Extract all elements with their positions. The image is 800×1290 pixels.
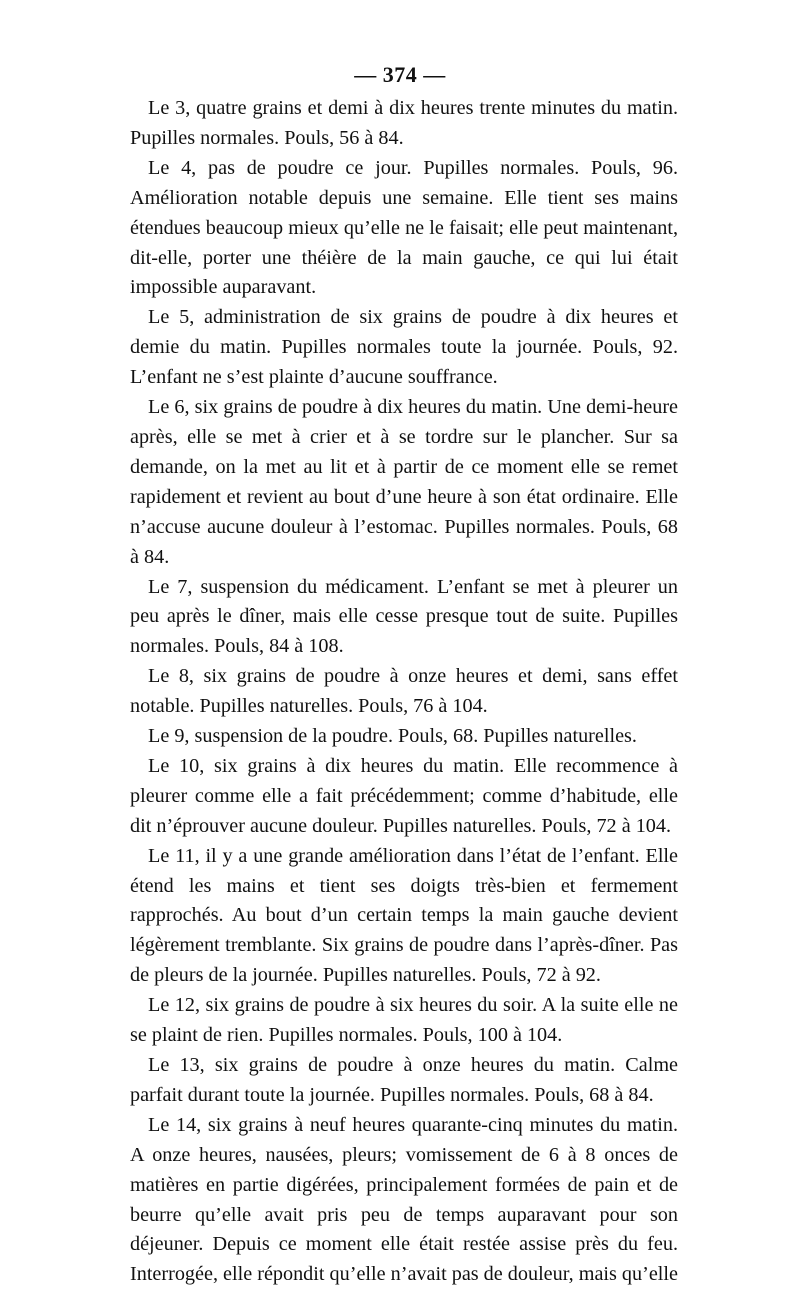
entry-day-13: Le 13, six grains de poudre à onze heures du matin. Calme parfait durant toute la journée. Pupilles normales. Pouls, 68 à 84. — [130, 1054, 678, 1106]
entry-day-12: Le 12, six grains de poudre à six heures du soir. A la suite elle ne se plaint de rien. Pupilles normales. Pouls, 100 à 104. — [130, 994, 678, 1047]
entry-day-4: Le 4, pas de poudre ce jour. Pupilles normales. Pouls, 96. Amélioration notable depuis une semaine. Elle tient ses mains étendues beaucoup mieux qu’elle ne le faisait; elle peut maintenant, dit-elle, porter une théière de la main gauche, ce qui lui était impossible auparavant. — [130, 156, 678, 299]
entry-day-9: Le 9, suspension de la poudre. Pouls, 68. Pupilles naturelles. — [148, 725, 637, 748]
entry-day-3: Le 3, quatre grains et demi à dix heures trente minutes du matin. Pupilles normales. Pouls, 56 à 84. — [130, 97, 678, 149]
entry-day-14: Le 14, six grains à neuf heures quarante-cinq minutes du matin. A onze heures, nausées, pleurs; vomissement de 6 à 8 onces de matières en partie digérées, principalement formées de pain et de beurre qu’elle avait pris peu de temps auparavant pour son déjeuner. Depuis ce moment elle était restée assise près du feu. Interrogée, elle répondit qu’elle n’avait pas de douleur, mais qu’elle — [130, 1113, 678, 1286]
entry-day-10: Le 10, six grains à dix heures du matin. Elle recommence à pleurer comme elle a fait précédemment; comme d’habitude, elle dit n’éprouver aucune douleur. Pupilles naturelles. Pouls, 72 à 104. — [130, 754, 678, 837]
entry-day-5: Le 5, administration de six grains de poudre à dix heures et demie du matin. Pupilles normales toute la journée. Pouls, 92. L’enfant ne s’est plainte d’aucune souffrance. — [130, 306, 678, 389]
entry-day-7: Le 7, suspension du médicament. L’enfant se met à pleurer un peu après le dîner, mais elle cesse presque tout de suite. Pupilles normales. Pouls, 84 à 108. — [130, 575, 678, 658]
entry-day-11: Le 11, il y a une grande amélioration dans l’état de l’enfant. Elle étend les mains et tient ses doigts très-bien et fermement rapprochés. Au bout d’un certain temps la main gauche devient légèrement tremblante. Six grains de poudre dans l’après-dîner. Pas de pleurs de la journée. Pupilles naturelles. Pouls, 72 à 92. — [130, 844, 678, 987]
body-text — [130, 94, 678, 1290]
entry-day-8: Le 8, six grains de poudre à onze heures et demi, sans effet notable. Pupilles naturelles. Pouls, 76 à 104. — [130, 665, 678, 718]
entry-day-6: Le 6, six grains de poudre à dix heures du matin. Une demi-heure après, elle se met à crier et à se tordre sur le plancher. Sur sa demande, on la met au lit et à partir de ce moment elle se remet rapidement et revient au bout d’une heure à son état ordinaire. Elle n’accuse aucune douleur à l’estomac. Pupilles normales. Pouls, 68 à 84. — [130, 396, 678, 568]
page-number: — 374 — — [354, 62, 446, 87]
